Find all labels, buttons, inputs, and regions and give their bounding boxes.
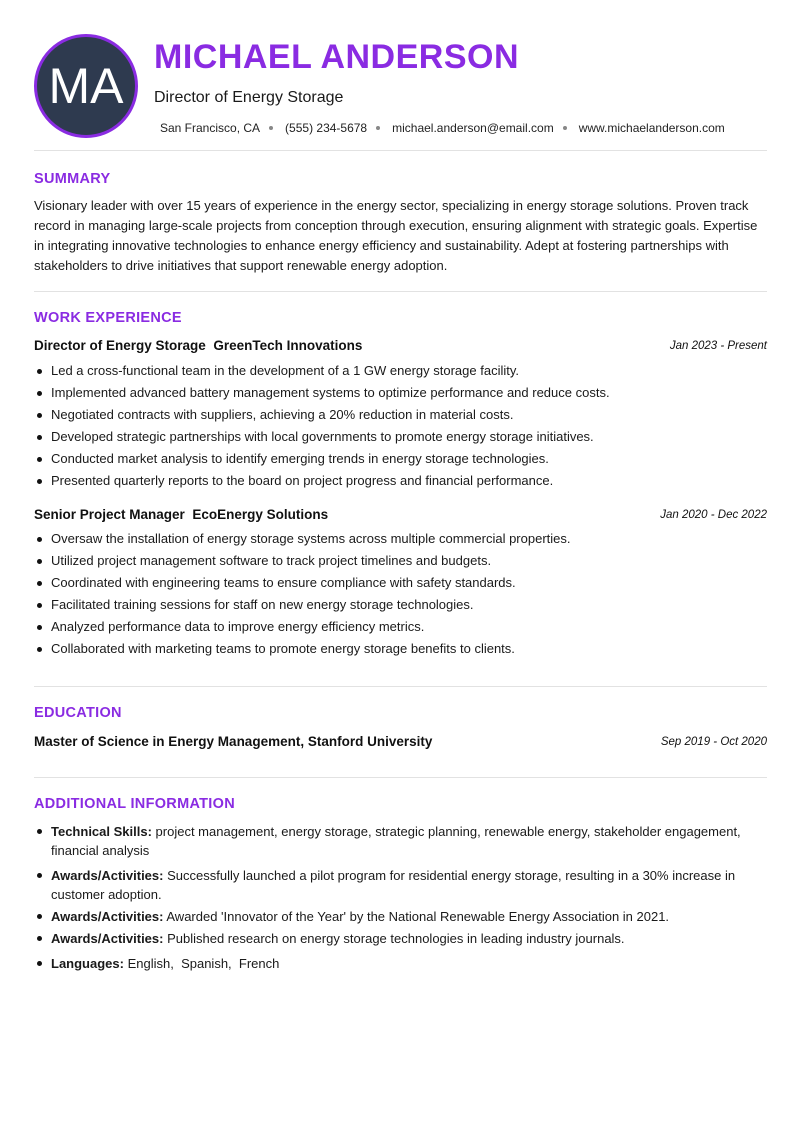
separator-dot bbox=[563, 126, 567, 130]
education-entry bbox=[34, 734, 767, 752]
divider bbox=[34, 777, 767, 778]
contact-website[interactable]: www.michaelanderson.com bbox=[578, 121, 725, 135]
list-item bbox=[34, 907, 767, 926]
separator-dot bbox=[376, 126, 380, 130]
info-text: English, Spanish, French bbox=[127, 956, 280, 971]
job-header bbox=[34, 338, 767, 356]
job-company: GreenTech Innovations bbox=[213, 338, 363, 353]
job-role: Director of Energy Storage bbox=[34, 338, 206, 353]
job-bullet-list bbox=[34, 360, 767, 492]
list-item: Implemented advanced battery management systems to optimize performance and reduce costs. bbox=[34, 382, 767, 404]
contact-phone[interactable]: (555) 234-5678 bbox=[285, 121, 368, 135]
summary-text: Visionary leader with over 15 years of experience in the energy sector, specializing in energy storage solutions. Proven track record in managing large-scale projects from conception through execution, ensuring alignment with strategic goals. Expertise in integrating innovative technologies to enhance energy efficiency and sustainability. Adept at fostering partnerships with stakeholders to drive initiatives that support renewable energy adoption. bbox=[34, 198, 758, 273]
education-heading: EDUCATION bbox=[34, 705, 122, 721]
additional-info-heading: ADDITIONAL INFORMATION bbox=[34, 796, 235, 812]
info-text: project management, energy storage, strategic planning, renewable energy, stakeholder engagement, financial analysis bbox=[51, 824, 741, 858]
separator-dot bbox=[269, 126, 273, 130]
contact-location: San Francisco, CA bbox=[160, 121, 261, 135]
contact-email[interactable]: michael.anderson@email.com bbox=[392, 121, 554, 135]
divider bbox=[34, 686, 767, 687]
info-label: Awards/Activities: bbox=[51, 868, 164, 883]
info-text: Published research on energy storage technologies in leading industry journals. bbox=[167, 931, 625, 946]
contact-row bbox=[160, 121, 725, 135]
list-item: Collaborated with marketing teams to promote energy storage benefits to clients. bbox=[34, 638, 767, 660]
degree: Master of Science in Energy Management, Stanford University bbox=[34, 734, 433, 749]
list-item: Coordinated with engineering teams to ensure compliance with safety standards. bbox=[34, 572, 767, 594]
list-item: Presented quarterly reports to the board on project progress and financial performance. bbox=[34, 470, 767, 492]
list-item bbox=[34, 954, 767, 973]
resume-header bbox=[34, 34, 767, 138]
summary-heading: SUMMARY bbox=[34, 171, 111, 187]
list-item: Facilitated training sessions for staff on new energy storage technologies. bbox=[34, 594, 767, 616]
list-item: Negotiated contracts with suppliers, achieving a 20% reduction in material costs. bbox=[34, 404, 767, 426]
candidate-title: Director of Energy Storage bbox=[154, 89, 344, 106]
work-experience-heading: WORK EXPERIENCE bbox=[34, 310, 182, 326]
info-text: Awarded 'Innovator of the Year' by the National Renewable Energy Association in 2021. bbox=[166, 909, 670, 924]
info-label: Awards/Activities: bbox=[51, 909, 164, 924]
job-header bbox=[34, 507, 767, 525]
list-item: Developed strategic partnerships with local governments to promote energy storage initiatives. bbox=[34, 426, 767, 448]
list-item bbox=[34, 929, 767, 948]
info-label: Awards/Activities: bbox=[51, 931, 164, 946]
divider bbox=[34, 291, 767, 292]
job-role: Senior Project Manager bbox=[34, 507, 185, 522]
job-dates: Jan 2023 - Present bbox=[669, 340, 767, 352]
list-item: Utilized project management software to track project timelines and budgets. bbox=[34, 550, 767, 572]
list-item: Analyzed performance data to improve energy efficiency metrics. bbox=[34, 616, 767, 638]
info-label: Languages: bbox=[51, 956, 124, 971]
list-item bbox=[34, 822, 767, 860]
divider bbox=[34, 150, 767, 151]
additional-info-list bbox=[34, 822, 767, 973]
info-text: Successfully launched a pilot program for residential energy storage, resulting in a 30% increase in customer adoption. bbox=[51, 868, 736, 902]
info-label: Technical Skills: bbox=[51, 824, 152, 839]
avatar bbox=[34, 34, 138, 138]
job-bullet-list bbox=[34, 528, 767, 660]
list-item: Conducted market analysis to identify emerging trends in energy storage technologies. bbox=[34, 448, 767, 470]
list-item: Oversaw the installation of energy storage systems across multiple commercial properties. bbox=[34, 528, 767, 550]
list-item bbox=[34, 866, 767, 904]
education-dates: Sep 2019 - Oct 2020 bbox=[660, 736, 767, 748]
job-dates: Jan 2020 - Dec 2022 bbox=[660, 509, 767, 521]
candidate-name: MICHAEL ANDERSON bbox=[154, 38, 520, 76]
list-item: Led a cross-functional team in the development of a 1 GW energy storage facility. bbox=[34, 360, 767, 382]
job-company: EcoEnergy Solutions bbox=[192, 507, 329, 522]
avatar-initials: MA bbox=[48, 58, 124, 114]
